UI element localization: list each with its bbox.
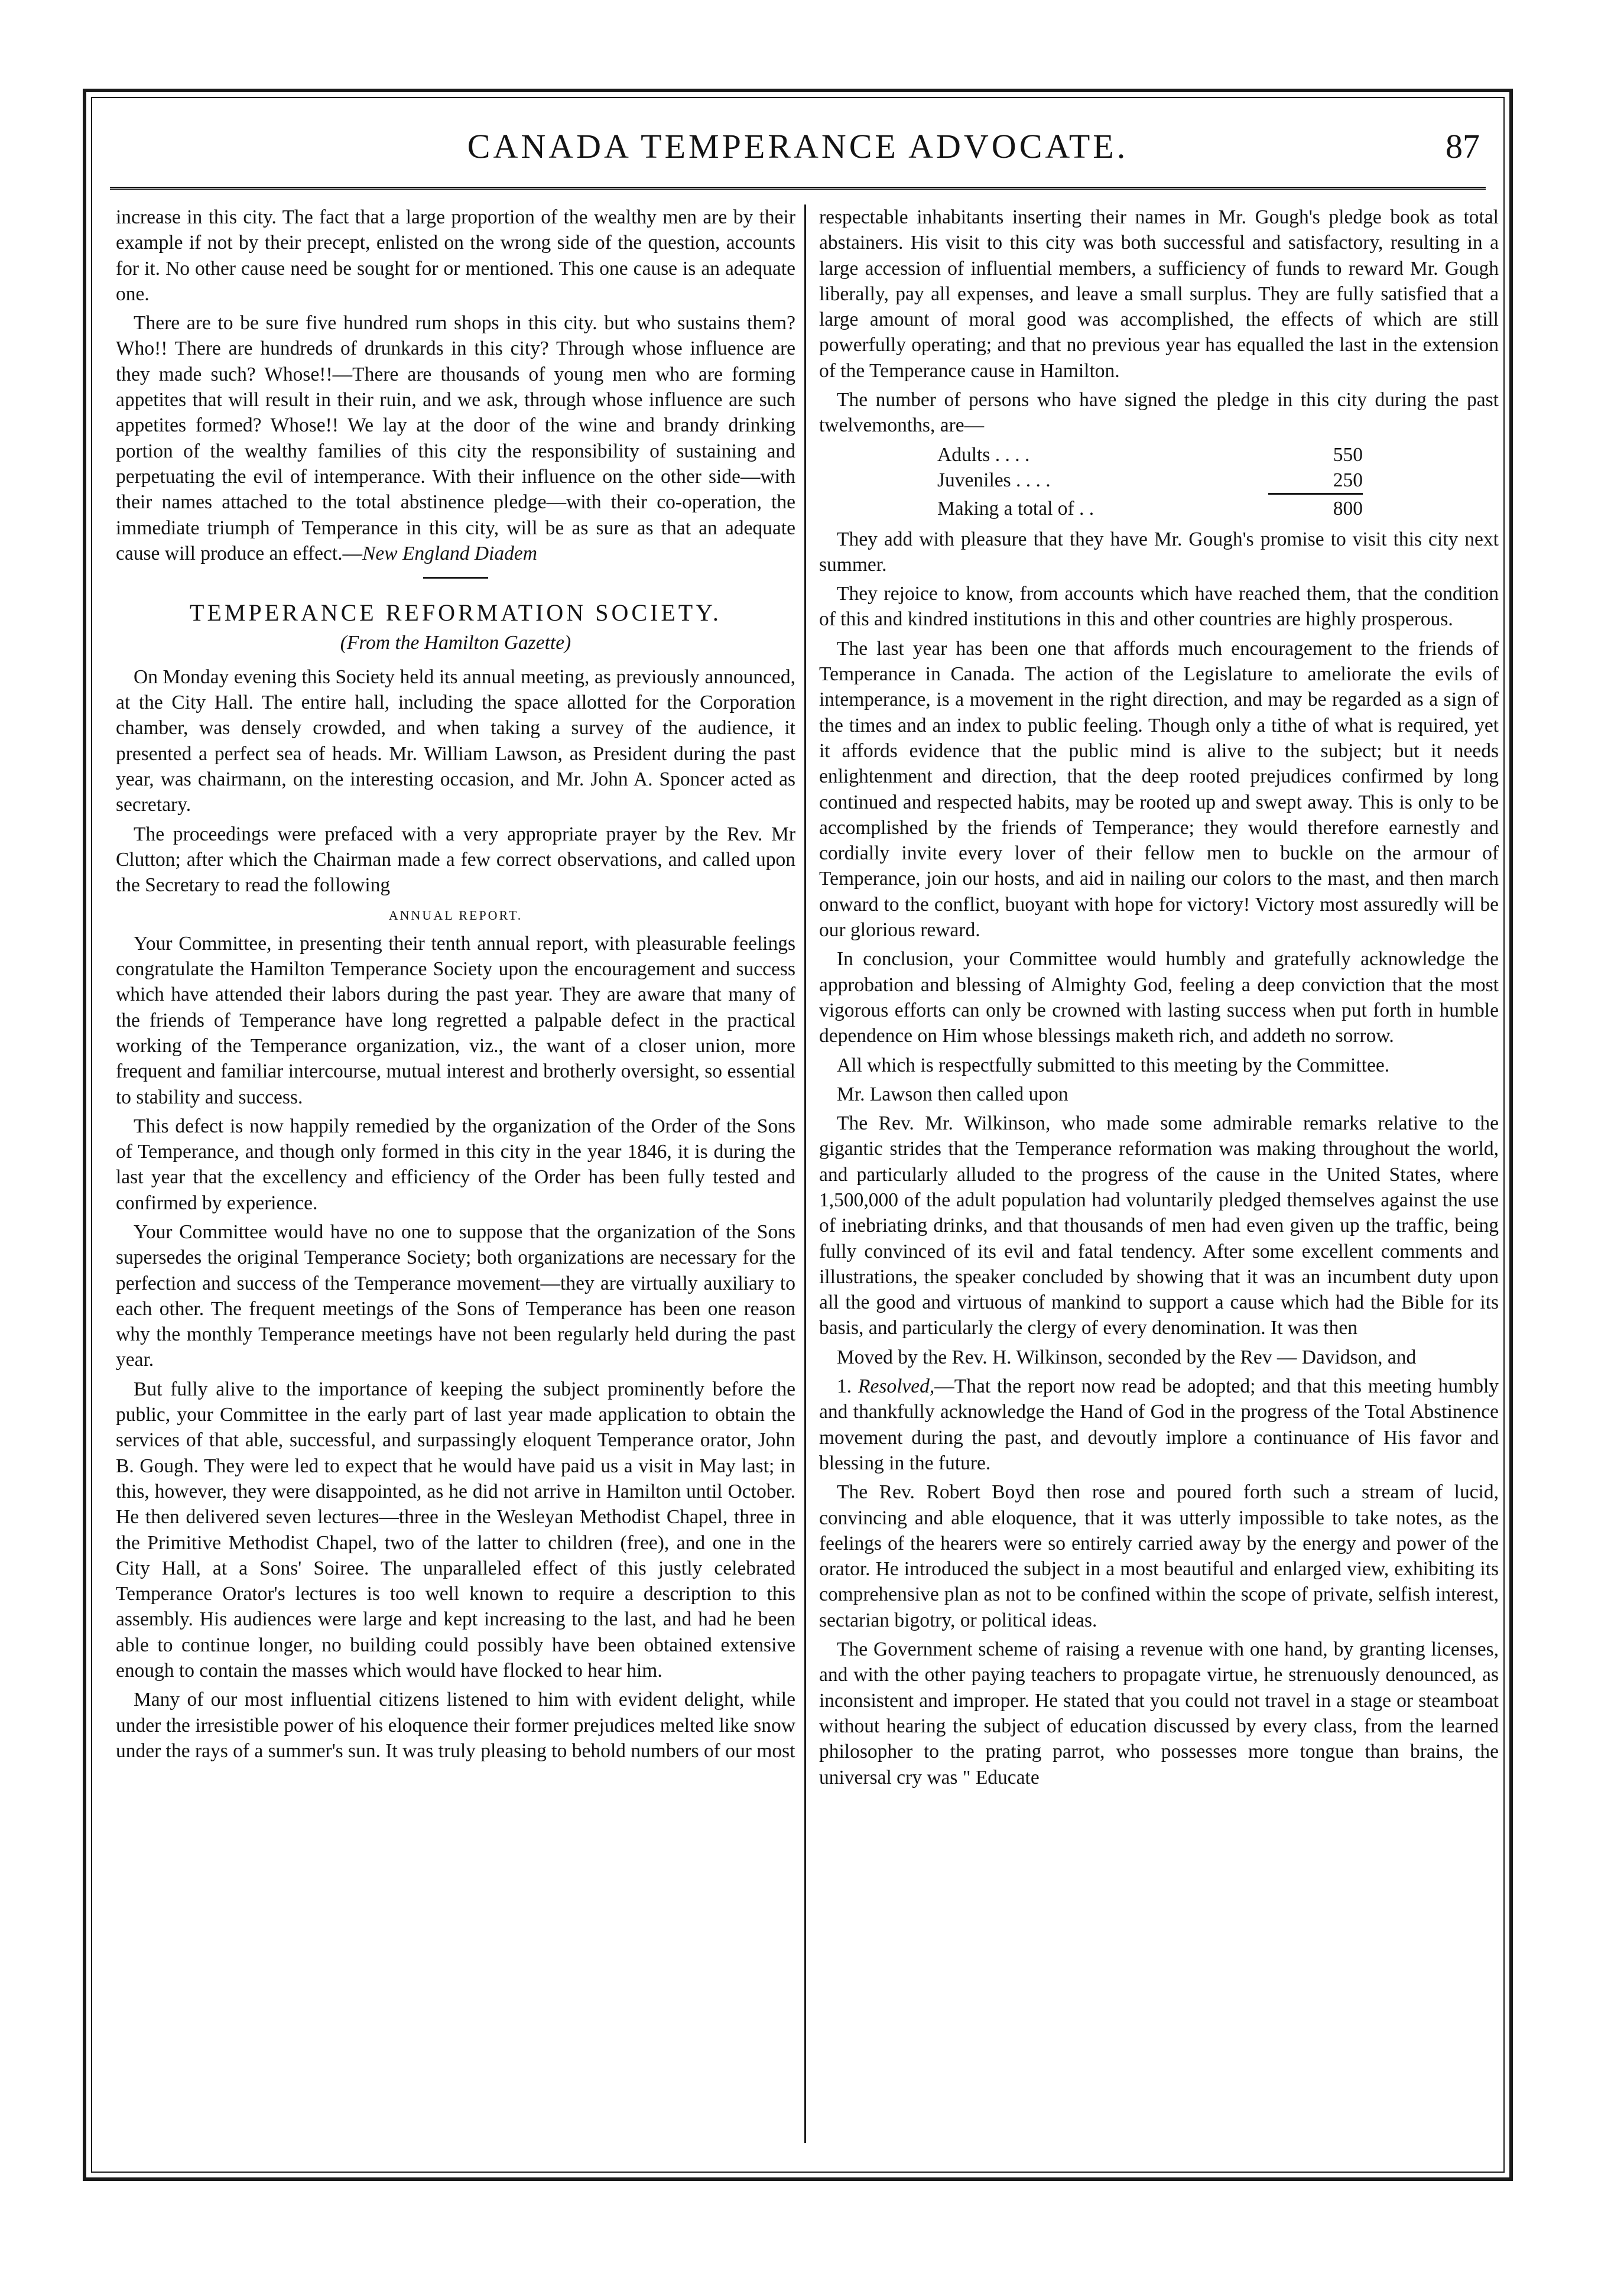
article-paragraph: This defect is now happily remedied by the organization of the Order of the Sons of Temperance, and though only formed in this city in the year 1846, it is during the last year that the excellency and efficiency of the Order has been fully tested and confirmed by experience. <box>116 1115 795 1214</box>
stats-value: 250 <box>1333 469 1363 491</box>
stats-label: Adults . . . . <box>937 443 1030 466</box>
resolution-text: —That the report now read be adopted; and that this meeting humbly and thankfully acknowledge the Hand of God in the progress of the Total Abstinence movement during the past, and devoutly implore a continuance of His favor and blessing in the future. <box>819 1375 1499 1474</box>
page-number: 87 <box>1446 127 1480 165</box>
article-paragraph: In conclusion, your Committee would humbly and gratefully acknowledge the approbation and blessing of Almighty God, feeling a deep conviction that the most vigorous efforts can only be crowned with lasting success when put forth in humble dependence on Him whose blessings maketh rich, and addeth no sorrow. <box>819 948 1499 1047</box>
article-paragraph: The Rev. Mr. Wilkinson, who made some admirable remarks relative to the gigantic strides that the Temperance reformation was making throughout the world, and particularly alluded to the progress of the cause in the United States, where 1,500,000 of the adult population had voluntarily pledged themselves against the use of inebriating drinks, and that thousands of men had even given up the traffic, being fully convinced of its evil and fatal tendency. After some excellent comments and illustrations, the speaker concluded by showing that it was an incumbent duty upon all the good and virtuous of mankind to support a cause which had the Bible for its basis, and particularly the clergy of every denomination. It was then <box>819 1112 1499 1339</box>
page-header <box>110 122 1486 190</box>
stats-total-value: 800 <box>1333 498 1363 520</box>
article-paragraph: The Rev. Robert Boyd then rose and poured forth such a stream of lucid, convincing and able eloquence, that it was utterly impossible to take notes, as the feelings of the hearers were so entirely carried away by the energy and power of the orator. He introduced the subject in a most beautiful and enlarged view, exhibiting its comprehensive plan as not to be confined within the scope of private, selfish interest, sectarian bigotry, or political ideas. <box>819 1481 1499 1631</box>
resolution-label: Resolved, <box>858 1375 935 1398</box>
article-paragraph: Moved by the Rev. H. Wilkinson, seconded by the Rev — Davidson, and <box>837 1346 1417 1368</box>
article-paragraph: Many of our most influential citizens listened to him with evident delight, while under the irresistible power of his eloquence their former prejudices melted like snow under the rays of a summer's sun. It was truly pleasing to behold numbers of our most <box>116 1689 795 1762</box>
newspaper-page <box>83 89 1513 2181</box>
pledge-stats-table <box>937 442 1499 522</box>
article-paragraph: On Monday evening this Society held its annual meeting, as previously announced, at the City Hall. The entire hall, including the space allotted for the Corporation chamber, was densely crowded, and when taking a survey of the audience, it presented a perfect sea of heads. Mr. William Lawson, as President during the past year, was chairmann, on the interesting occasion, and Mr. John A. Sponcer acted as secretary. <box>116 666 795 816</box>
stats-label: Juveniles . . . . <box>937 469 1051 491</box>
article-paragraph: increase in this city. The fact that a large proportion of the wealthy men are by their example if not by their precept, enlisted on the wrong side of the question, accounts for it. No other cause need be sought for or mentioned. This one cause is an adequate one. <box>116 206 795 305</box>
section-heading: TEMPERANCE REFORMATION SOCIETY. <box>190 599 722 627</box>
article-paragraph: But fully alive to the importance of keeping the subject prominently before the public, your Committee in the early part of last year made application to obtain the services of that able, successful, and surpassingly eloquent Temperance orator, John B. Gough. They were led to expect that he would have paid us a visit in May last; in this, however, they were disappointed, as he did not arrive in Hamilton until October. He then delivered seven lectures—three in the Wesleyan Methodist Chapel, three in the Primitive Methodist Chapel, two of the latter to children (free), and one in the City Hall, at a Sons' Soiree. The unparalleled effect of this justly celebrated Temperance Orator's lectures is too well known to require a description to this assembly. His audiences were large and kept increasing to the last, and had he been able to continue longer, no building could possibly have been obtained extensive enough to contain the masses which would have flocked to hear him. <box>116 1378 795 1682</box>
article-text: There are to be sure five hundred rum shops in this city. but who sustains them? Who!! There are hundreds of drunkards in this city? Through whose influence are they made such? Whose!!—There are thousands of young men who are forming appetites that will result in their ruin, and we ask, through whose influence are such appetites formed? Whose!! We lay at the door of the wine and brandy drinking portion of the wealthy families of this city the responsibility of sustaining and perpetuating the evil of intemperance. With their influence on the other side—with their names attached to the total abstinence pledge—with their co-operation, the immediate triumph of Temperance in this city, will be as sure as that an adequate cause will produce an effect.— <box>116 312 795 564</box>
resolution-number: 1. <box>837 1375 852 1398</box>
left-column <box>116 205 795 1767</box>
article-source: (From the Hamilton Gazette) <box>340 632 571 654</box>
stats-row <box>937 468 1363 493</box>
column-divider <box>804 205 806 2143</box>
article-paragraph: Mr. Lawson then called upon <box>837 1083 1068 1105</box>
article-paragraph: The Government scheme of raising a revenue with one hand, by granting licenses, and with the other paying teachers to propagate virtue, he strenuously denounced, as inconsistent and improper. He stated that you could not travel in a stage or steamboat without hearing the subject of education discussed by every class, from the learned philosopher to the prating parrot, who possesses more tongue than brains, the universal cry was " Educate <box>819 1638 1499 1789</box>
section-rule <box>423 577 488 579</box>
right-column <box>819 205 1499 1794</box>
stats-value: 550 <box>1333 443 1363 466</box>
article-paragraph: Your Committee, in presenting their tenth annual report, with pleasurable feelings congratulate the Hamilton Temperance Society upon the encouragement and success which have attended their labors during the past year. They are aware that many of the friends of Temperance have long regretted a palpable defect in the practical working of the Temperance organization, viz., the want of a closer union, more frequent and familiar intercourse, mutual interest and brotherly oversight, so essential to stability and success. <box>116 932 795 1108</box>
article-paragraph: They rejoice to know, from accounts which have reached them, that the condition of this and kindred institutions in this and other countries are highly prosperous. <box>819 583 1499 631</box>
resolution-paragraph <box>819 1374 1499 1476</box>
article-paragraph: They add with pleasure that they have Mr. Gough's promise to visit this city next summer. <box>819 528 1499 576</box>
stats-total-label: Making a total of . . <box>937 498 1094 520</box>
article-paragraph <box>116 310 795 566</box>
stats-total-row <box>937 496 1363 521</box>
article-paragraph: Your Committee would have no one to suppose that the organization of the Sons supersedes the original Temperance Society; both organizations are necessary for the perfection and success of the Temperance movement—they are virtually auxiliary to each other. The frequent meetings of the Sons of Temperance has been one reason why the monthly Temperance meetings have not been regularly held during the past year. <box>116 1221 795 1371</box>
article-attribution: New England Diadem <box>362 542 537 564</box>
report-heading: ANNUAL REPORT. <box>388 908 523 923</box>
article-paragraph: The number of persons who have signed the pledge in this city during the past twelvemonths, are— <box>819 389 1499 437</box>
article-paragraph: The proceedings were prefaced with a very appropriate prayer by the Rev. Mr Clutton; after which the Chairman made a few correct observations, and called upon the Secretary to read the following <box>116 823 795 897</box>
page-border <box>91 97 1505 2173</box>
publication-title: CANADA TEMPERANCE ADVOCATE. <box>467 127 1129 165</box>
article-paragraph: The last year has been one that affords much encouragement to the friends of Temperance in Canada. The action of the Legislature to ameliorate the evils of intemperance, is a movement in the right direction, and may be regarded as a sign of the times and an index to public feeling. Though only a tithe of what is required, yet it affords evidence that the public mind is alive to the subject; but it needs enlightenment and direction, that the deep rooted prejudices confirmed by long continued and respected habits, may be rooted up and swept away. This is only to be accomplished by the friends of Temperance; they would therefore earnestly and cordially invite every lover of their fellow men to buckle on the armour of Temperance, join our hosts, and aid in nailing our colors to the mast, and then march onward to the conflict, buoyant with hope for victory! Victory most assuredly will be our glorious reward. <box>819 637 1499 942</box>
article-paragraph: All which is respectfully submitted to this meeting by the Committee. <box>837 1054 1390 1076</box>
article-paragraph: respectable inhabitants inserting their names in Mr. Gough's pledge book as total abstainers. His visit to this city was both successful and satisfactory, resulting in a large accession of influential members, a sufficiency of funds to reward Mr. Gough liberally, pay all expenses, and leave a small surplus. They are fully satisfied that a large amount of moral good was accomplished, the effects of which are still powerfully operating; and that no previous year has equalled the last in the extension of the Temperance cause in Hamilton. <box>819 206 1499 382</box>
stats-row <box>937 442 1363 468</box>
